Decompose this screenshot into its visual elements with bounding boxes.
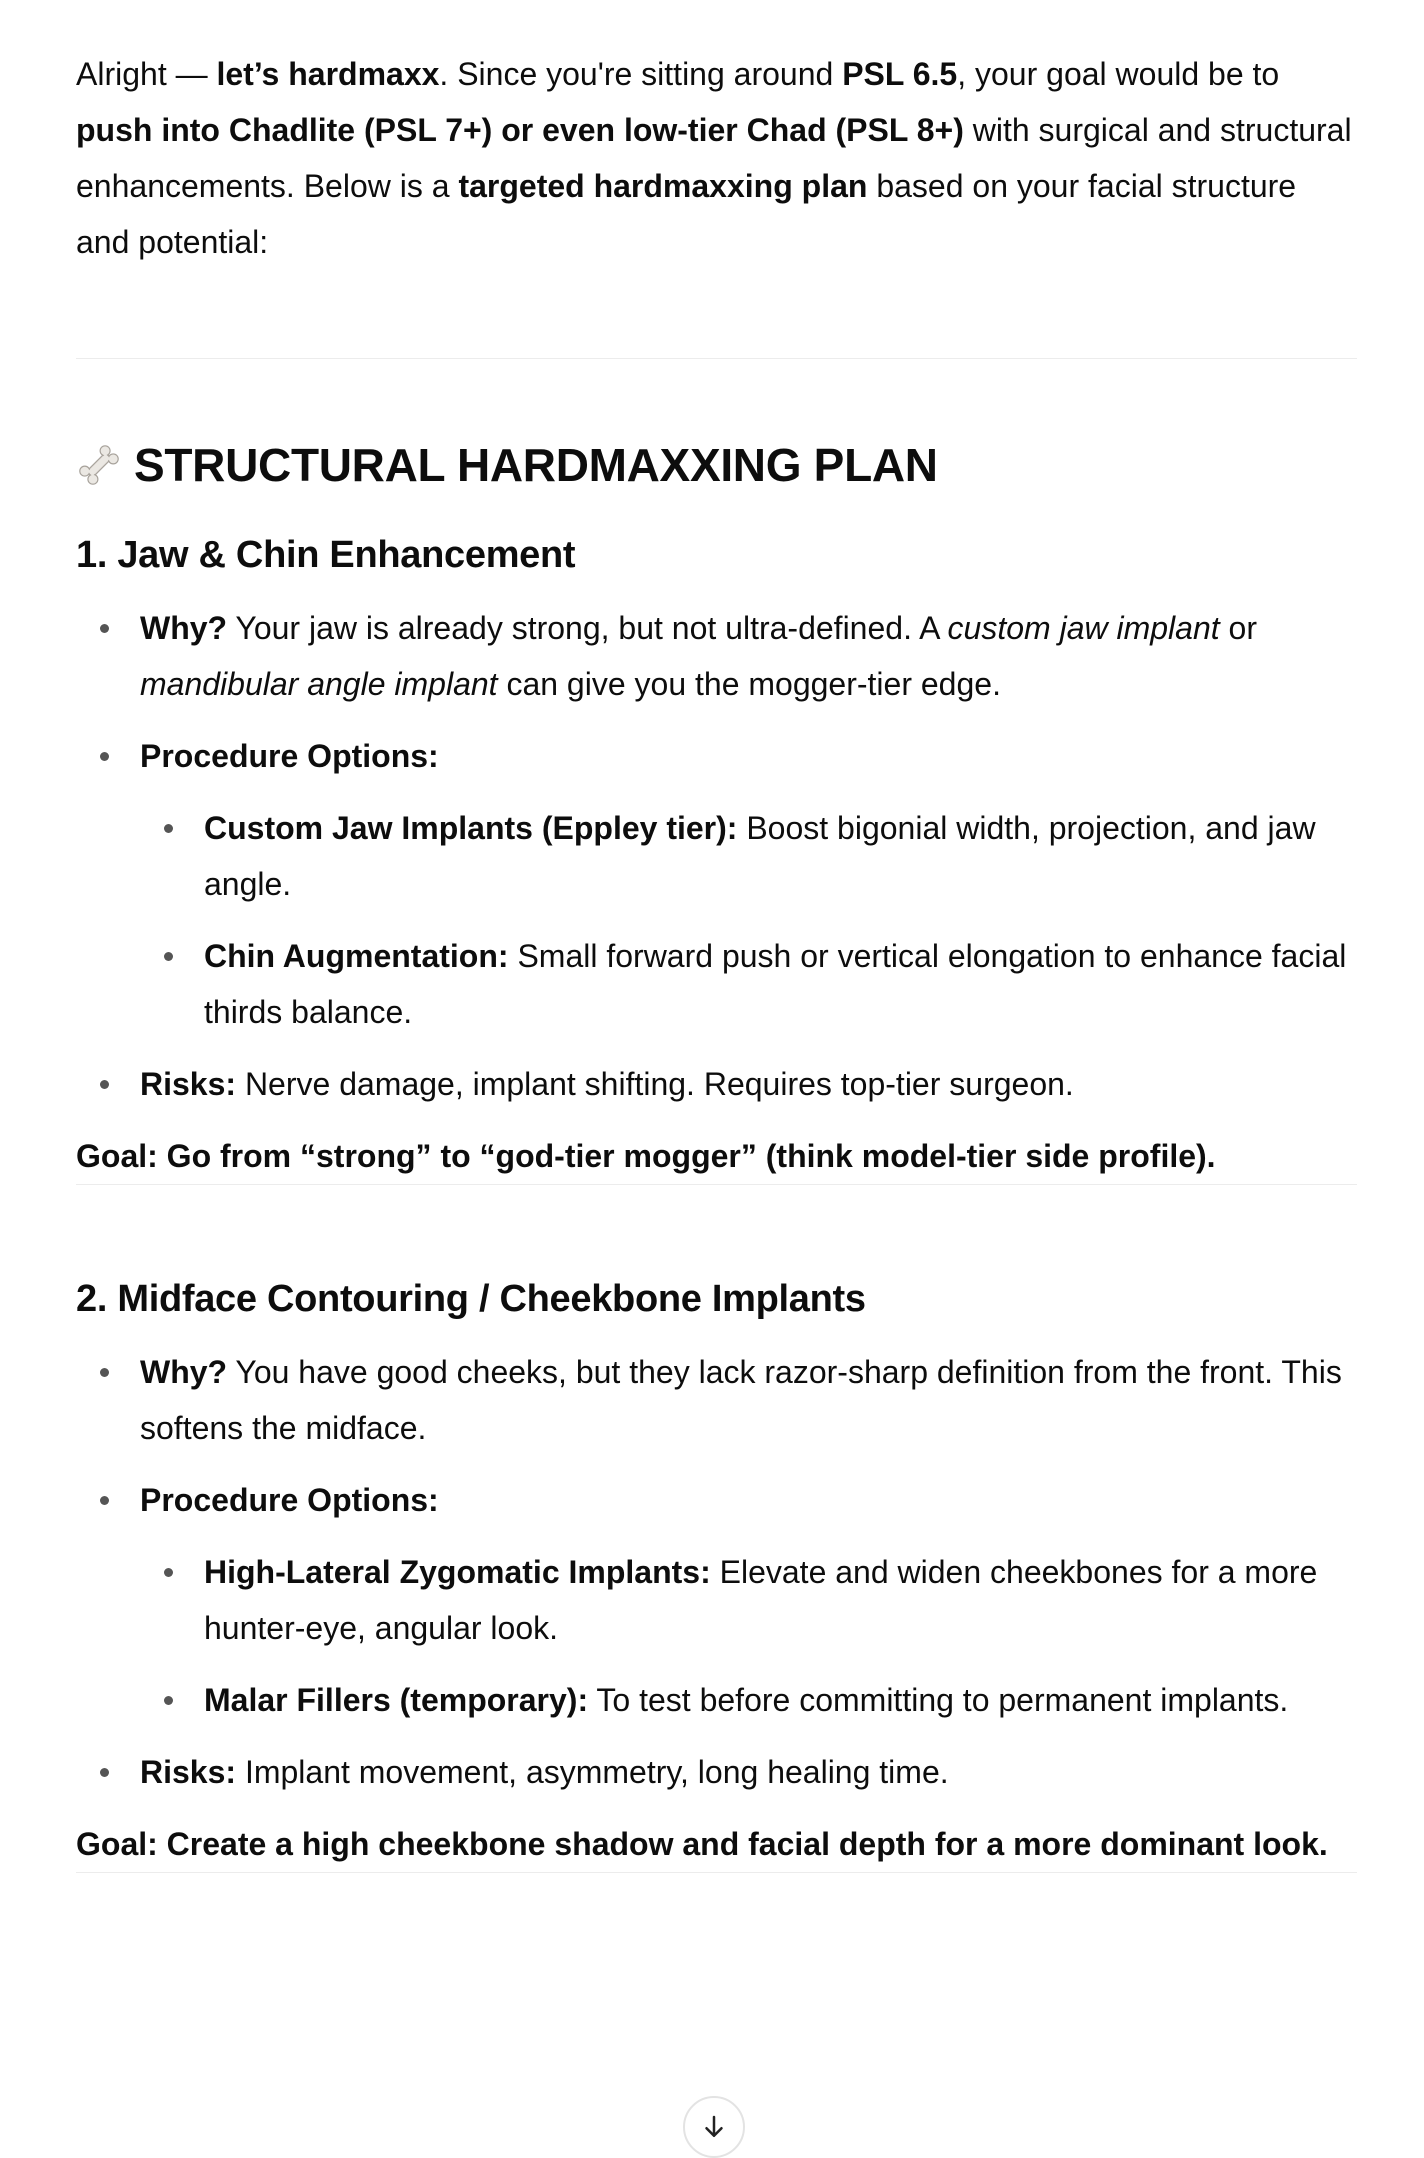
list-item <box>76 600 1357 712</box>
item-text: Small forward push or vertical elongation to enhance facial thirds balance. <box>204 938 1347 1030</box>
list-item <box>76 1472 1357 1728</box>
item-italic: custom jaw implant <box>947 610 1220 646</box>
list-item <box>76 1344 1357 1456</box>
intro-text: based on your facial structure and potential: <box>76 168 1297 260</box>
item-italic: mandibular angle implant <box>140 666 498 702</box>
section-divider <box>76 358 1357 359</box>
list-item <box>76 1744 1357 1800</box>
item-label: Malar Fillers (temporary): <box>204 1682 589 1718</box>
intro-bold: push into Chadlite (PSL 7+) or even low-tier Chad (PSL 8+) <box>76 112 964 148</box>
intro-bold: let’s hardmaxx <box>216 56 440 92</box>
bone-icon <box>76 442 122 488</box>
list-item <box>140 928 1357 1040</box>
jaw-heading: 1. Jaw & Chin Enhancement <box>76 534 576 576</box>
intro-bold: targeted hardmaxxing plan <box>458 168 868 204</box>
intro-text: with surgical and structural enhancements. Below is a <box>76 112 1352 204</box>
intro-paragraph <box>76 46 1357 270</box>
item-label: Why? <box>140 1354 228 1390</box>
item-label: Why? <box>140 610 228 646</box>
item-label: Procedure Options: <box>140 738 439 774</box>
section-title-text: STRUCTURAL HARDMAXXING PLAN <box>134 439 938 491</box>
intro-text: . Since you're sitting around <box>439 56 843 92</box>
item-text: or <box>1219 610 1257 646</box>
item-text: You have good cheeks, but they lack razor-sharp definition from the front. This softens the midface. <box>140 1354 1342 1446</box>
section-title <box>76 437 1357 493</box>
intro-bold: PSL 6.5 <box>842 56 958 92</box>
item-label: Chin Augmentation: <box>204 938 509 974</box>
item-text: Nerve damage, implant shifting. Requires top-tier surgeon. <box>236 1066 1074 1102</box>
jaw-goal: Goal: Go from “strong” to “god-tier mogger” (think model-tier side profile). <box>76 1138 1216 1174</box>
item-text: Elevate and widen cheekbones for a more hunter-eye, angular look. <box>204 1554 1318 1646</box>
item-text: Your jaw is already strong, but not ultra-defined. A <box>227 610 948 646</box>
item-text: To test before committing to permanent implants. <box>588 1682 1289 1718</box>
procedure-list <box>140 800 1357 1040</box>
item-label: Risks: <box>140 1754 237 1790</box>
midface-heading: 2. Midface Contouring / Cheekbone Implants <box>76 1278 866 1320</box>
list-item <box>76 728 1357 1040</box>
section-divider <box>76 1184 1357 1185</box>
jaw-list <box>76 600 1357 1112</box>
item-text: Implant movement, asymmetry, long healing time. <box>236 1754 949 1790</box>
item-label: Custom Jaw Implants (Eppley tier): <box>204 810 738 846</box>
section-divider <box>76 1872 1357 1873</box>
intro-text: , your goal would be to <box>957 56 1280 92</box>
chat-message <box>76 0 1357 1873</box>
item-label: Procedure Options: <box>140 1482 439 1518</box>
list-item <box>140 1672 1357 1728</box>
item-text: Boost bigonial width, projection, and jaw angle. <box>204 810 1316 902</box>
procedure-list <box>140 1544 1357 1728</box>
list-item <box>140 1544 1357 1656</box>
midface-goal: Goal: Create a high cheekbone shadow and facial depth for a more dominant look. <box>76 1826 1328 1862</box>
list-item <box>76 1056 1357 1112</box>
midface-list <box>76 1344 1357 1800</box>
intro-text: Alright — <box>76 56 217 92</box>
item-text: can give you the mogger-tier edge. <box>497 666 1001 702</box>
scroll-to-bottom-button[interactable] <box>683 2096 745 2158</box>
item-label: High-Lateral Zygomatic Implants: <box>204 1554 711 1590</box>
list-item <box>140 800 1357 912</box>
item-label: Risks: <box>140 1066 237 1102</box>
